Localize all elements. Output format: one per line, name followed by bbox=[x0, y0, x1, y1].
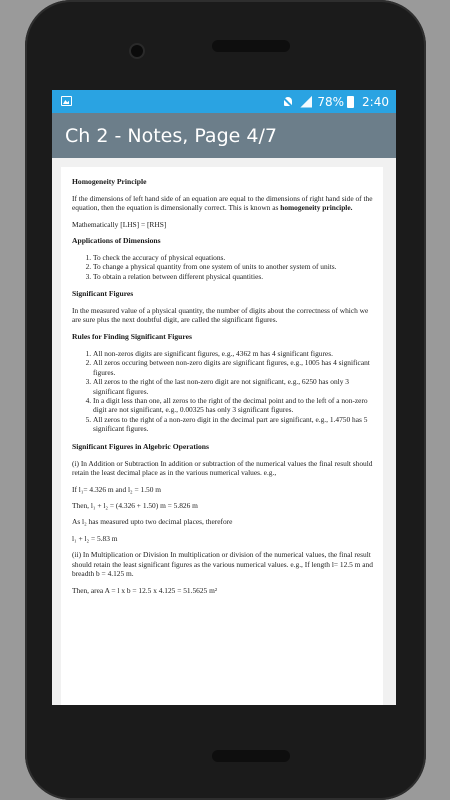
rules-list bbox=[72, 349, 373, 434]
list-item: 4. In a digit less than one, all zeros to the right of the decimal point and to the left of a non-zero digit are not significant, e.g., 0.00325 has only 3 significant figures. bbox=[93, 396, 373, 415]
app-bar bbox=[52, 113, 396, 158]
then-line: Then, l₁ + l₂ = (4.326 + 1.50) m = 5.826 m bbox=[72, 500, 198, 510]
sig-figs-text: In the measured value of a physical quantity, the number of digits about the correctness of which we are sure plus the next doubtful digit, are called the significant figures. bbox=[72, 305, 369, 325]
result-line: l₁ + l₂ = 5.83 m bbox=[72, 533, 118, 543]
list-item: 3. To obtain a relation between different physical quantities. bbox=[93, 272, 373, 281]
applications-list bbox=[72, 253, 373, 281]
list-item: 5. All zeros to the right of a non-zero digit in the decimal part are significant, e.g., 1.4750 has 5 significant figures. bbox=[93, 415, 373, 434]
homogeneity-term: homogeneity principle. bbox=[280, 203, 353, 213]
clock: 2:40 bbox=[362, 94, 389, 109]
bottom-speaker bbox=[212, 750, 290, 762]
list-item: 3. All zeros to the right of the last non-zero digit are not significant, e.g., 6250 has only 3 significant figures. bbox=[93, 377, 373, 396]
algebraic-heading: Significant Figures in Algebric Operations bbox=[72, 441, 209, 451]
status-bar bbox=[52, 90, 396, 113]
list-item: 2. All zeros occuring between non-zero digits are significant figures, e.g., 1005 has 4 significant figures. bbox=[93, 358, 373, 377]
area-line: Then, area A = l x b = 12.5 x 4.125 = 51.5625 m² bbox=[72, 585, 218, 595]
screen bbox=[52, 90, 396, 705]
earpiece-speaker bbox=[212, 40, 290, 52]
applications-heading: Applications of Dimensions bbox=[72, 236, 161, 246]
battery-icon bbox=[347, 96, 354, 108]
battery-percent: 78% bbox=[317, 94, 345, 109]
homogeneity-text: If the dimensions of left hand side of an equation are equal to the dimensions of right hand side of the equation, then the equation is dimensionally correct. This is known as homogeneity principle. bbox=[72, 193, 373, 213]
notifications-off-icon bbox=[282, 96, 294, 108]
notes-page[interactable] bbox=[61, 167, 383, 705]
page-title: Ch 2 - Notes, Page 4/7 bbox=[65, 124, 277, 147]
addition-text: (i) In Addition or Subtraction In addition or subtraction of the numerical values the final result should retain the least decimal place as in the various numerical values. e.g., bbox=[72, 458, 373, 478]
if-line: If l₁= 4.326 m and l₂ = 1.50 m bbox=[72, 484, 162, 494]
signal-icon bbox=[300, 96, 312, 108]
rules-heading: Rules for Finding Significant Figures bbox=[72, 331, 192, 341]
as-line: As l₂ has measured upto two decimal places, therefore bbox=[72, 517, 233, 527]
list-item: 2. To change a physical quantity from one system of units to another system of units. bbox=[93, 262, 373, 271]
sig-figs-heading: Significant Figures bbox=[72, 289, 134, 299]
front-camera bbox=[131, 45, 143, 57]
homogeneity-math: Mathematically [LHS] = [RHS] bbox=[72, 219, 167, 229]
list-item: 1. To check the accuracy of physical equations. bbox=[93, 253, 373, 262]
list-item: 1. All non-zeros digits are significant figures, e.g., 4362 m has 4 significant figures. bbox=[93, 349, 373, 358]
homogeneity-heading: Homogeneity Principle bbox=[72, 177, 147, 186]
image-notification-icon bbox=[61, 96, 72, 106]
multiplication-text: (ii) In Multiplication or Division In multiplication or division of the numerical values, the final result should retain the least significant figures as the various numerical values. e.g., If length l= 12.5 m and breadth b = 4.125 m. bbox=[72, 550, 373, 579]
